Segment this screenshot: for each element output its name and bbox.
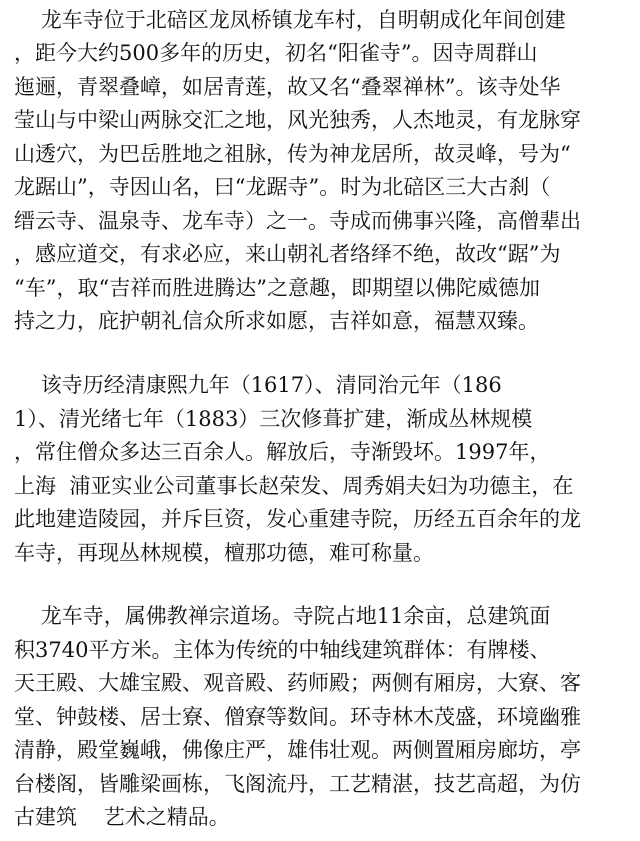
paragraph-1-line-1: 龙车寺位于北碚区龙凤桥镇龙车村，自明朝成化年间创建 [14,8,566,32]
paragraph-3-line-7: 古建筑 艺术之精品。 [14,805,230,829]
paragraph-2-line-5: 此地建造陵园，并斥巨资，发心重建寺院，历经五百余年的龙 [14,507,581,531]
paragraph-1-line-5: 山透穴，为巴岳胜地之祖脉，传为神龙居所，故灵峰，号为“ [14,142,571,166]
paragraph-1-line-2: ，距今大约500多年的历史，初名“阳雀寺”。因寺周群山 [14,41,538,65]
paragraph-1-line-4: 莹山与中梁山两脉交汇之地，风光独秀，人杰地灵，有龙脉穿 [14,108,581,132]
paragraph-1-line-7: 缙云寺、温泉寺、龙车寺）之一。寺成而佛事兴隆，高僧辈出 [14,209,581,233]
paragraph-1-line-9: “车”，取“吉祥而胜进腾达”之意趣，即期望以佛陀威德加 [14,276,540,300]
paragraph-3-line-6: 台楼阁，皆雕梁画栋，飞阁流丹，工艺精湛，技艺高超，为仿 [14,772,581,796]
paragraph-3-line-2: 积3740平方米。主体为传统的中轴线建筑群体：有牌楼、 [14,638,551,662]
paragraph-2-line-1: 该寺历经清康熙九年（1617）、清同治元年（186 [14,373,502,397]
paragraph-2-line-6: 车寺，再现丛林规模，檀那功德，难可称量。 [14,541,434,565]
paragraph-1-line-3: 迤逦，青翠叠嶂，如居青莲，故又名“叠翠禅林”。该寺处华 [14,75,561,99]
paragraph-1-line-8: ，感应道交，有求必应，来山朝礼者络绎不绝，故改“踞”为 [14,242,561,266]
paragraph-3-line-4: 堂、钟鼓楼、居士寮、僧寮等数间。环寺林木茂盛，环境幽雅 [14,705,581,729]
paragraph-3-line-3: 天王殿、大雄宝殿、观音殿、药师殿；两侧有厢房，大寮、客 [14,671,581,695]
paragraph-1-line-10: 持之力，庇护朝礼信众所求如愿，吉祥如意，福慧双臻。 [14,309,539,333]
paragraph-1-line-6: 龙踞山”，寺因山名，曰“龙踞寺”。时为北碚区三大古刹（ [14,175,551,199]
paragraph-2-line-4: 上海 浦亚实业公司董事长赵荣发、周秀娟夫妇为功德主，在 [14,474,574,498]
paragraph-3-line-1: 龙车寺，属佛教禅宗道场。寺院占地11余亩，总建筑面 [14,604,551,628]
paragraph-2-line-3: ，常住僧众多达三百余人。解放后，寺渐毁坏。1997年， [14,440,551,464]
paragraph-2-line-2: 1）、清光绪七年（1883）三次修葺扩建，渐成丛林规模 [14,407,533,431]
paragraph-3-line-5: 清静，殿堂巍峨，佛像庄严，雄伟壮观。两侧置厢房廊坊，亭 [14,738,581,762]
